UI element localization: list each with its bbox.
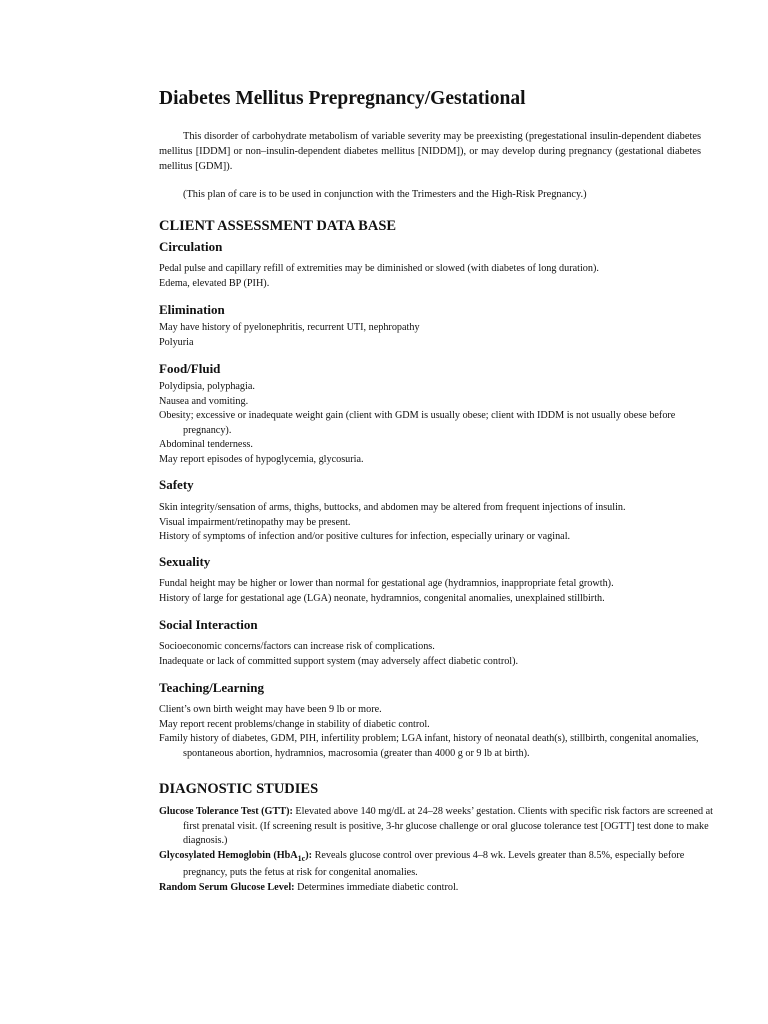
diagnostic-text: Elevated above 140 mg/dL at 24–28 weeks’ gestation. Clients with specific risk factors are screened at first prenatal visit. (If screening result is positive, 3-hr glucose challenge or oral glucose tolerance test [OGTT] test done to make diagnosis.): [183, 806, 713, 847]
intro-paragraph: This disorder of carbohydrate metabolism of variable severity may be preexisting (pregestational insulin-dependent diabetes mellitus [IDDM] or non–insulin-dependent diabetes mellitus [NIDDM]), or may develop during pregnancy (gestational diabetes mellitus [GDM]).: [159, 131, 701, 172]
list-item: Obesity; excessive or inadequate weight gain (client with GDM is usually obese; client with IDDM is not usually obese before pregnancy).: [159, 410, 676, 436]
list-item: Polyuria: [159, 336, 194, 348]
list-item: Polydipsia, polyphagia.: [159, 381, 255, 392]
list-item: History of large for gestational age (LGA) neonate, hydramnios, congenital anomalies, unexplained stillbirth.: [159, 592, 605, 604]
list-item: Edema, elevated BP (PIH).: [159, 277, 270, 289]
section-elimination-lines: [159, 321, 719, 350]
section-teaching-learning-lines: [159, 703, 719, 761]
section-heading-teaching-learning: Teaching/Learning: [159, 680, 264, 695]
section-safety-lines: [159, 501, 719, 545]
diagnostic-item-gtt: [159, 805, 719, 849]
list-item: Client’s own birth weight may have been 9 lb or more.: [159, 704, 382, 715]
diagnostic-label-subscript: 1c: [297, 853, 306, 863]
diagnostic-item-random-glucose: [159, 881, 719, 896]
assessment-heading: CLIENT ASSESSMENT DATA BASE: [159, 218, 397, 234]
section-circulation-lines: [159, 262, 719, 291]
section-social-interaction-lines: [159, 640, 719, 669]
list-item: Socioeconomic concerns/factors can increase risk of complications.: [159, 641, 435, 652]
diagnostic-label: Random Serum Glucose Level:: [159, 881, 295, 893]
diagnostic-label: Glucose Tolerance Test (GTT):: [159, 806, 293, 817]
section-heading-sexuality: Sexuality: [159, 554, 211, 569]
diagnostic-heading: DIAGNOSTIC STUDIES: [159, 781, 319, 797]
section-food-fluid-lines: [159, 380, 719, 468]
list-item: Abdominal tenderness.: [159, 439, 253, 451]
list-item: May have history of pyelonephritis, recurrent UTI, nephropathy: [159, 322, 420, 333]
section-heading-circulation: Circulation: [159, 239, 223, 254]
list-item: Inadequate or lack of committed support system (may adversely affect diabetic control).: [159, 655, 519, 667]
list-item: Family history of diabetes, GDM, PIH, infertility problem; LGA infant, history of neonatal death(s), stillbirth, congenital anomalies, spontaneous abortion, hydramnios, macrosomia (greater than 4000 g or 9 lb at birth).: [159, 733, 699, 759]
diagnostic-label: [159, 850, 312, 861]
diagnostic-item-hba1c: [159, 849, 719, 881]
list-item: Pedal pulse and capillary refill of extremities may be diminished or slowed (with diabetes of long duration).: [159, 263, 599, 274]
diagnostic-label-end: ):: [305, 849, 313, 861]
diagnostic-text: Reveals glucose control over previous 4–8 wk. Levels greater than 8.5%, especially before pregnancy, puts the fetus at risk for congenital anomalies.: [183, 849, 685, 879]
list-item: History of symptoms of infection and/or positive cultures for infection, especially urinary or vaginal.: [159, 531, 571, 543]
diagnostic-text: Determines immediate diabetic control.: [294, 881, 459, 893]
list-item: May report episodes of hypoglycemia, glycosuria.: [159, 453, 364, 465]
page-title: Diabetes Mellitus Prepregnancy/Gestational: [159, 88, 526, 109]
diagnostic-studies-list: [159, 805, 719, 896]
section-sexuality-lines: [159, 577, 719, 606]
section-heading-food-fluid: Food/Fluid: [159, 361, 221, 376]
section-heading-safety: Safety: [159, 477, 194, 492]
list-item: Visual impairment/retinopathy may be present.: [159, 516, 351, 528]
list-item: Skin integrity/sensation of arms, thighs, buttocks, and abdomen may be altered from frequent injections of insulin.: [159, 502, 626, 513]
list-item: Fundal height may be higher or lower than normal for gestational age (hydramnios, inappropriate fetal growth).: [159, 578, 614, 589]
care-plan-note: (This plan of care is to be used in conjunction with the Trimesters and the High-Risk Pregnancy.): [183, 189, 587, 200]
list-item: Nausea and vomiting.: [159, 395, 249, 407]
list-item: May report recent problems/change in stability of diabetic control.: [159, 718, 430, 730]
section-heading-elimination: Elimination: [159, 302, 225, 317]
diagnostic-label-main: Glycosylated Hemoglobin (HbA: [159, 849, 298, 861]
section-heading-social-interaction: Social Interaction: [159, 617, 258, 632]
